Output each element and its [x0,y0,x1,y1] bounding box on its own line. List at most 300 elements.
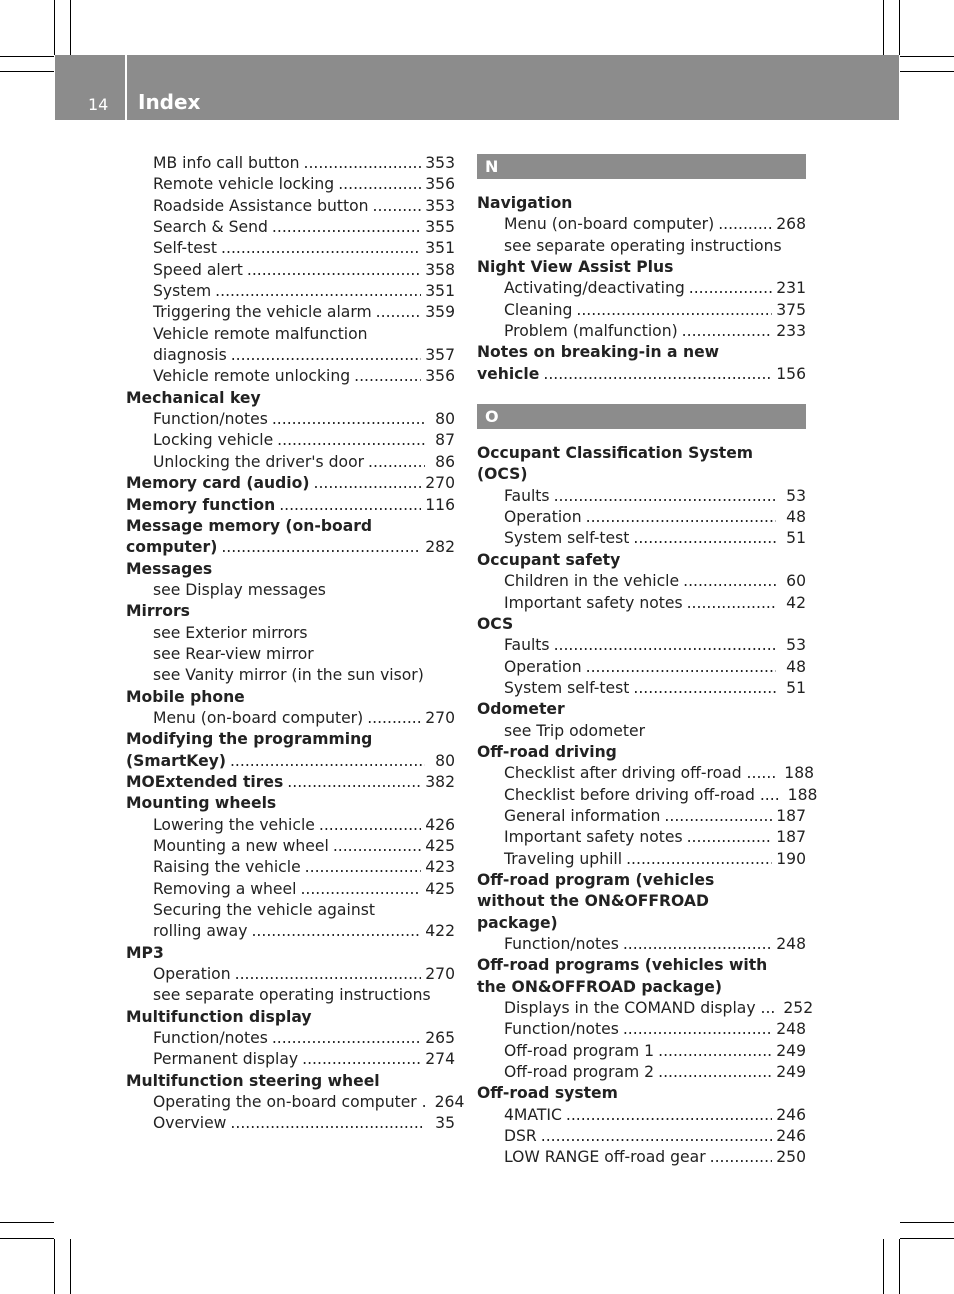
index-subentry [477,849,806,870]
index-subentry [477,486,806,507]
leader-dots [633,528,776,549]
entry-text: Children in the vehicle [504,572,680,591]
entry-text: Odometer [477,700,565,719]
leader-dots [710,1147,773,1168]
index-subentry [477,300,806,321]
page-reference: 274 [425,1050,455,1069]
leader-dots [687,593,776,614]
index-subentry [126,174,455,195]
entry-text: Multifunction steering wheel [126,1071,380,1090]
page-reference: 51 [786,529,806,548]
index-heading [126,1071,455,1092]
entry-text: Overview [153,1114,227,1133]
page-reference: 231 [776,279,806,298]
index-subentry [126,900,455,921]
page-reference: 382 [425,772,455,791]
entry-text: Locking vehicle [153,431,274,450]
entry-text: Raising the vehicle [153,858,301,877]
index-subentry [126,708,455,729]
crop-mark [0,71,54,72]
entry-text: Faults [504,636,550,655]
index-heading [126,537,455,558]
page-reference: 351 [425,239,455,258]
index-heading [477,699,806,720]
leader-dots [658,1062,772,1083]
index-subentry [477,806,806,827]
leader-dots [354,366,421,387]
index-subentry [126,1049,455,1070]
crop-mark [900,71,954,72]
page-reference: 246 [776,1127,806,1146]
page-reference: 359 [425,303,455,322]
leader-dots [376,302,422,323]
entry-text: see Rear-view mirror [153,644,314,663]
leader-dots [314,473,422,494]
index-heading [477,977,806,998]
page-reference: 425 [425,879,455,898]
crop-mark [0,56,54,57]
leader-dots [566,1105,772,1126]
page-reference: 356 [425,175,455,194]
entry-text: MB info call button [153,154,300,172]
entry-text: Memory card (audio) [126,474,310,493]
page-reference: 252 [783,999,814,1018]
crop-mark [70,0,71,55]
entry-text: Notes on breaking-in a new [477,343,720,362]
entry-text: Mobile phone [126,687,245,706]
index-heading [126,388,455,409]
index-subentry [126,324,455,345]
crop-mark [0,1222,54,1223]
index-subentry [126,238,455,259]
index-heading [126,729,455,750]
leader-dots [215,281,421,302]
index-subentry [477,214,806,235]
page-reference: 48 [786,508,806,527]
entry-text: Traveling uphill [504,849,623,868]
index-subentry [126,409,455,430]
entry-text: Night View Assist Plus [477,258,674,277]
index-subentry [477,1062,806,1083]
index-heading [477,364,806,385]
leader-dots [304,153,422,174]
entry-text: OCS [477,614,514,633]
page-reference: 353 [425,154,455,172]
index-subentry [126,644,455,665]
leader-dots [333,836,421,857]
entry-text: Off-road program 2 [504,1063,655,1082]
leader-dots [251,921,421,942]
page-reference: 356 [425,367,455,386]
entry-text: see Vanity mirror (in the sun visor) [153,666,424,685]
index-subentry [126,345,455,366]
section-letter-header: O [477,404,806,429]
leader-dots [373,196,422,217]
page-reference: 187 [776,806,806,825]
index-subentry [477,1041,806,1062]
index-subentry [126,1092,465,1113]
leader-dots [279,495,421,516]
leader-dots [230,1113,425,1134]
page-reference: 188 [784,764,815,783]
crop-mark [54,1239,55,1294]
leader-dots [658,1041,772,1062]
index-heading [477,550,806,571]
entry-text: Function/notes [504,935,619,953]
index-subentry [477,507,806,528]
leader-dots [586,507,776,528]
index-subentry [477,278,806,299]
leader-dots [623,934,772,955]
entry-text: Occupant safety [477,550,621,569]
entry-text: Memory function [126,495,276,514]
entry-text: 4MATIC [504,1105,562,1124]
index-subentry [477,635,806,656]
leader-dots [683,571,776,592]
page-reference: 270 [425,965,455,984]
leader-dots [305,857,422,878]
leader-dots [338,174,421,195]
entry-text: Vehicle remote malfunction [153,324,368,343]
index-subentry [126,985,455,1006]
entry-text: Cleaning [504,300,573,319]
entry-text: diagnosis [153,346,227,365]
entry-text: rolling away [153,922,248,941]
page-reference: 249 [776,1063,806,1082]
crop-mark [900,1238,954,1239]
entry-text: (SmartKey) [126,751,226,770]
index-subentry [477,785,818,806]
page-reference: 35 [435,1114,455,1133]
index-subentry [477,236,806,257]
leader-dots [586,657,776,678]
leader-dots [247,260,421,281]
crop-mark [900,1222,954,1223]
page-number: 14 [88,95,109,114]
entry-text: MOExtended tires [126,772,284,791]
index-subentry [477,593,806,614]
leader-dots [300,879,421,900]
crop-mark [883,1239,884,1294]
entry-text: Operation [153,965,231,984]
index-subentry [126,815,455,836]
page-reference: 87 [435,431,455,450]
page-reference: 265 [425,1029,455,1048]
page-reference: 355 [425,218,455,237]
entry-text: Removing a wheel [153,879,297,898]
crop-mark [70,1239,71,1294]
leader-dots [287,772,421,793]
index-subentry [126,879,455,900]
page-reference: 53 [786,486,806,505]
entry-text: Permanent display [153,1050,299,1069]
index-heading [126,516,455,537]
entry-text: Roadside Assistance button [153,196,369,215]
entry-text: Mounting a new wheel [153,837,329,855]
entry-text: Unlocking the driver's door [153,452,365,471]
index-subentry [126,217,455,238]
page-reference: 116 [425,495,455,514]
entry-text: Remote vehicle locking [153,175,335,194]
page-reference: 426 [425,815,455,834]
entry-text: DSR [504,1127,537,1146]
leader-dots [302,1049,421,1070]
index-heading [477,891,806,912]
page-reference: 375 [776,300,806,319]
header-divider [125,55,127,120]
page-reference: 188 [787,785,818,804]
page-reference: 48 [786,657,806,676]
section-letter-header: N [477,154,806,179]
entry-text: computer) [126,538,218,557]
page-reference: 270 [425,474,455,493]
page-reference: 351 [425,282,455,301]
page-reference: 268 [776,215,806,234]
index-heading [477,464,806,485]
index-subentry [126,1028,455,1049]
index-subentry [477,763,815,784]
page-reference: 190 [776,849,806,868]
index-heading [126,751,455,772]
entry-text: Function/notes [504,1020,619,1039]
index-subentry [126,302,455,323]
index-heading [126,495,455,516]
entry-text: Off-road program 1 [504,1041,655,1060]
index-subentry [126,430,455,451]
leader-dots [554,486,776,507]
leader-dots [277,430,425,451]
leader-dots [272,409,425,430]
section-gap [477,385,806,403]
page-reference: 51 [786,678,806,697]
entry-text: see Trip odometer [504,721,645,740]
index-subentry [126,921,455,942]
page-reference: 80 [435,410,455,429]
page-reference: 250 [776,1148,806,1167]
leader-dots [272,217,421,238]
leader-dots [235,964,422,985]
entry-text: Operating the on-board computer . [153,1093,427,1112]
leader-dots [221,238,421,259]
entry-text: Lowering the vehicle [153,815,315,834]
entry-text: Multifunction display [126,1007,312,1026]
page-reference: 156 [776,364,806,383]
index-subentry [477,934,806,955]
index-subentry [477,827,806,848]
entry-text: see separate operating instructions [504,236,782,255]
entry-text: Menu (on-board computer) [504,215,715,234]
entry-text: Search & Send [153,218,268,237]
index-heading [126,772,455,793]
entry-text: see Exterior mirrors [153,623,308,642]
index-subentry [477,1019,806,1040]
page-reference: 353 [425,196,455,215]
index-column-left [126,153,465,1135]
index-subentry [477,998,814,1019]
leader-dots [718,214,772,235]
entry-text: Mechanical key [126,388,261,407]
leader-dots [554,635,776,656]
entry-text: Displays in the COMAND display ... [504,999,776,1018]
index-heading [477,913,806,934]
entry-text: System [153,282,212,301]
index-heading [477,342,806,363]
page-reference: 425 [425,837,455,855]
entry-text: Menu (on-board computer) [153,708,364,727]
index-subentry [126,964,455,985]
entry-text: Triggering the vehicle alarm [153,303,372,322]
index-subentry [126,366,455,387]
entry-text: LOW RANGE off-road gear [504,1148,706,1167]
entry-text: Operation [504,508,582,527]
entry-text: Off-road system [477,1084,618,1103]
page-reference: 233 [776,322,806,341]
page-reference: 246 [776,1105,806,1124]
index-subentry [126,452,455,473]
index-heading [477,742,806,763]
index-subentry [477,678,806,699]
page-header [55,55,899,120]
entry-text: without the ON&OFFROAD [477,892,709,911]
index-subentry [477,321,806,342]
index-subentry [126,281,455,302]
index-heading [477,257,806,278]
entry-text: Self-test [153,239,218,258]
entry-text: package) [477,913,558,932]
entry-text: Modifying the programming [126,730,373,749]
page-reference: 282 [425,538,455,557]
leader-dots [633,678,776,699]
index-heading [126,1007,455,1028]
index-subentry [126,196,455,217]
entry-text: Speed alert [153,260,243,279]
page-reference: 249 [776,1041,806,1060]
entry-text: Securing the vehicle against [153,901,375,920]
entry-text: Occupant Classification System [477,444,754,463]
entry-text: Checklist after driving off-road ...... [504,764,777,783]
crop-mark [0,1238,54,1239]
page-reference: 42 [786,593,806,612]
index-subentry [477,1147,806,1168]
index-heading [126,473,455,494]
page-reference: 357 [425,346,455,365]
entry-text: Navigation [477,194,573,212]
leader-dots [664,806,772,827]
index-heading [126,943,455,964]
crop-mark [54,0,55,55]
page-reference: 422 [425,922,455,941]
index-column-right [477,153,818,1169]
entry-text: vehicle [477,364,540,383]
entry-text: Message memory (on-board [126,516,373,535]
page-reference: 248 [776,935,806,953]
leader-dots [367,708,421,729]
index-heading [477,614,806,635]
entry-text: Function/notes [153,1029,268,1048]
entry-text: System self-test [504,529,630,548]
page-reference: 60 [786,572,806,591]
crop-mark [900,56,954,57]
index-subentry [126,836,455,857]
entry-text: Off-road driving [477,742,617,761]
leader-dots [368,452,425,473]
entry-text: Faults [504,486,550,505]
index-subentry [126,580,455,601]
entry-text: Problem (malfunction) [504,322,678,341]
index-subentry [126,260,455,281]
leader-dots [689,278,772,299]
entry-text: the ON&OFFROAD package) [477,977,722,996]
index-subentry [126,665,455,686]
entry-text: Mirrors [126,602,190,621]
page-title: Index [138,90,201,114]
entry-text: Important safety notes [504,828,683,847]
index-heading [126,687,455,708]
index-heading [126,559,455,580]
entry-text: System self-test [504,678,630,697]
entry-text: see Display messages [153,580,326,599]
crop-mark [899,0,900,55]
entry-text: Vehicle remote unlocking [153,367,351,386]
index-subentry [477,528,806,549]
index-heading [477,1083,806,1104]
entry-text: Messages [126,559,213,578]
entry-text: General information [504,806,661,825]
entry-text: (OCS) [477,465,528,484]
leader-dots [541,1126,772,1147]
leader-dots [626,849,772,870]
index-subentry [126,623,455,644]
leader-dots [682,321,773,342]
entry-text: Operation [504,657,582,676]
index-subentry [477,1105,806,1126]
leader-dots [221,537,421,558]
entry-text: Checklist before driving off-road .... [504,785,780,804]
leader-dots [543,364,772,385]
page-reference: 358 [425,260,455,279]
page-reference: 270 [425,708,455,727]
page-reference: 248 [776,1020,806,1039]
index-heading [126,601,455,622]
page-reference: 264 [434,1093,465,1112]
index-heading [477,870,806,891]
leader-dots [231,345,422,366]
index-subentry [477,657,806,678]
index-heading [126,793,455,814]
index-subentry [477,571,806,592]
index-subentry [477,1126,806,1147]
index-heading [477,193,806,214]
leader-dots [576,300,772,321]
page-reference: 80 [435,751,455,770]
leader-dots [687,827,773,848]
index-subentry [126,1113,455,1134]
entry-text: Off-road programs (vehicles with [477,956,768,975]
entry-text: Off-road program (vehicles [477,870,715,889]
entry-text: see separate operating instructions [153,986,431,1005]
index-heading [477,443,806,464]
entry-text: Activating/deactivating [504,279,685,298]
page-reference: 53 [786,636,806,655]
crop-mark [899,1239,900,1294]
leader-dots [623,1019,772,1040]
leader-dots [230,751,425,772]
page-reference: 86 [435,452,455,471]
entry-text: Mounting wheels [126,794,277,813]
index-subentry [477,721,806,742]
index-subentry [126,153,455,174]
page-reference: 187 [776,828,806,847]
